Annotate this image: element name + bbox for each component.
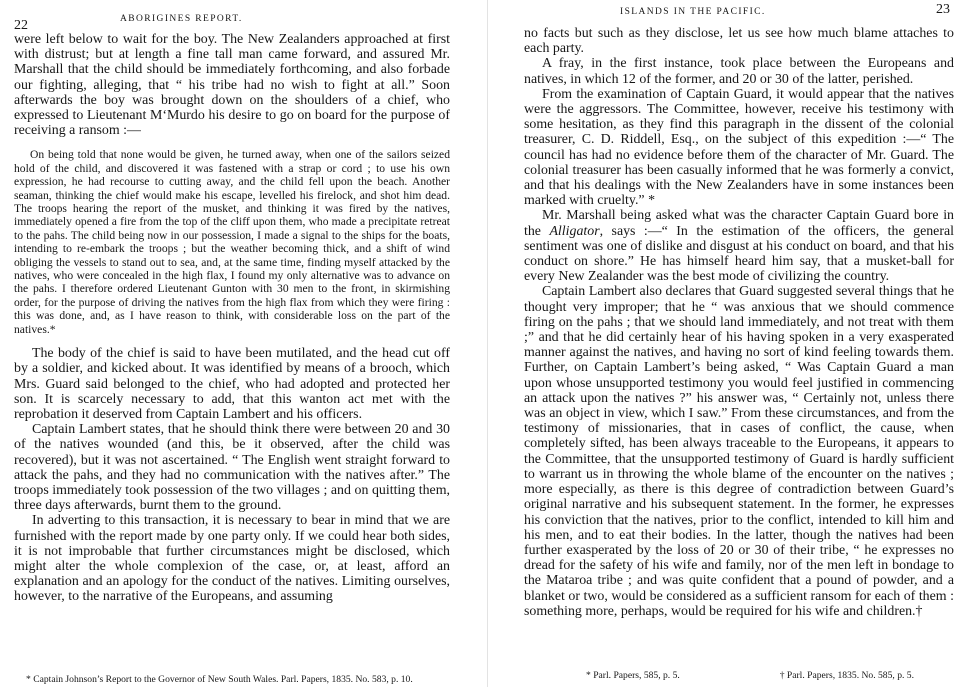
left-body bbox=[14, 32, 450, 605]
right-paragraph: From the examination of Captain Guard, it would appear that the natives were the aggressors. The Committee, however, receive his testimony with some hesitation, as they find this paragraph in the dissent of the colonial treasurer, C. D. Riddell, Esq., on the subject of this expedition :—“ The council has had no evidence before them of the character of Mr. Guard. The colonial treasurer has been casually informed that he was formerly a convict, and that his dealings with the New Zealanders have in some instances been marked with cruelty.” * bbox=[524, 86, 954, 209]
left-running-head bbox=[14, 0, 450, 33]
right-running-title: ISLANDS IN THE PACIFIC. bbox=[620, 7, 766, 17]
right-page bbox=[524, 0, 954, 687]
ship-name: Alligator bbox=[549, 223, 600, 239]
alligator-paragraph bbox=[524, 208, 954, 284]
left-page-number: 22 bbox=[14, 18, 28, 33]
right-running-head bbox=[524, 0, 954, 26]
left-footnote: * Captain Johnson’s Report to the Governor of New South Wales. Parl. Papers, 1835. No. 583, p. 10. bbox=[26, 673, 413, 685]
right-footnote: † Parl. Papers, 1835. No. 585, p. 5. bbox=[779, 669, 914, 681]
left-footnotes bbox=[14, 674, 450, 685]
alligator-text-after: , says :—“ In the estimation of the officers, the general sentiment was one of dislike and disgust at his conduct on board, and that his conduct on shore.” He has himself heard him say, that a musket-ball for every New Zealander was the best mode of civilizing the country. bbox=[524, 223, 954, 285]
right-paragraph: Captain Lambert also declares that Guard suggested several things that he thought very improper; that he “ was anxious that we should commence firing on the pahs ; that we should land immediately, and not treat with them ;” and that he did certainly hear of his having spoken in a very exasperated manner against the natives, and having no sort of kind feeling towards them. Further, on Captain Lambert’s being asked, “ Was Captain Guard a man upon whose unsupported testimony you would feel justified in commencing an attack upon the natives ?” his answer was, “ Certainly not, unless there was an object in view, which I saw.” From these circumstances, and from the testimony of missionaries, that in cases of conflict, the cause, when completely sifted, has been always traceable to the Europeans, it appears to the Committee, that the unsupported testimony of Guard is hardly sufficient to warrant us in throwing the whole blame of the encounter on the natives ; more especially, as there is this degree of contradiction between Guard’s original narrative and his subsequent statement. In the former, he expresses his conviction that the natives, prior to the conflict, intended to kill him and his men, and to eat their bodies. In the latter, though the natives had been further exasperated by the loss of 20 or 30 of their tribe, “ he expresses no dread for the safety of his wife and family, nor of the men left in bondage to the Mataroa tribe ; and was quite confident that a pound of powder, and a blanket or two, would be considered as a sufficient ransom for each of them : something more, perhaps, would be required for his wife and children.† bbox=[524, 284, 954, 619]
report-quote bbox=[14, 148, 450, 336]
report-quote-text: On being told that none would be given, he turned away, when one of the sailors seized hold of the child, and discovered it was fastened with a strap or cord ; to use his own expression, he had recourse to cutting away, and the child fell upon the beach. Another seaman, thinking the chief would make his escape, levelled his firelock, and shot him dead. The troops hearing the report of the musket, and thinking it was fired by the natives, immediately opened a fire from the top of the cliff upon them, who made a precipitate retreat to the pahs. The child being now in our possession, I made a signal to the ships for the boats, intending to re-embark the troops ; but the weather becoming thick, and a shift of wind obliging the vessels to stand out to sea, and, at the same time, finding myself attacked by the natives, who were concealed in the high flax, I found my only alternative was to advance on the pahs. I therefore ordered Lieutenant Gunton with 30 men to the front, in skirmishing order, for the purpose of driving the natives from the high flax from which they were firing : this was done, and, as I have reason to think, with considerable loss on the part of the natives.* bbox=[14, 148, 450, 336]
right-body bbox=[524, 26, 954, 619]
right-first-line: no facts but such as they disclose, let us see how much blame attaches to each party. bbox=[524, 26, 954, 57]
page-gutter bbox=[487, 0, 488, 687]
left-page bbox=[14, 0, 450, 687]
left-paragraph: Captain Lambert states, that he should think there were between 20 and 30 of the natives wounded (and this, be it observed, after the child was recovered), but it was not ascertained. “ The English went straight forward to attack the pahs, and they had no communication with the natives after.” The troops immediately took possession of the two villages ; and on quitting them, three days afterwards, burnt them to the ground. bbox=[14, 422, 450, 514]
left-paragraph: The body of the chief is said to have been mutilated, and the head cut off by a soldier, and kicked about. It was identified by means of a brooch, which Mrs. Guard said belonged to the chief, who had adopted and protected her son. It is scarcely necessary to add, that this wanton act met with the reprobation it deserved from Captain Lambert and his officers. bbox=[14, 346, 450, 422]
left-paragraph: In adverting to this transaction, it is necessary to bear in mind that we are furnished with the report made by one party only. If we could hear both sides, it is not improbable that further circumstances might be disclosed, which might alter the whole complexion of the case, or, at least, afford an explanation and an apology for the conduct of the natives. Limiting ourselves, however, to the narrative of the Europeans, and assuming bbox=[14, 513, 450, 605]
right-page-number: 23 bbox=[936, 2, 950, 17]
right-footnotes bbox=[524, 670, 954, 681]
left-intro-paragraph: were left below to wait for the boy. The New Zealanders approached at first with distrust; but at length a fine tall man came forward, and assured Mr. Marshall that the child should be immediately forthcoming, and also forbade our fighting, alleging, that “ his tribe had no wish to fight at all.” Soon afterwards the boy was brought down on the shoulders of a chief, who expressed to Lieutenant M‘Murdo his desire to go on board for the purpose of receiving a ransom :— bbox=[14, 32, 450, 139]
right-footnote: * Parl. Papers, 585, p. 5. bbox=[586, 669, 680, 681]
left-running-title: ABORIGINES REPORT. bbox=[120, 14, 243, 24]
right-paragraph: A fray, in the first instance, took place between the Europeans and natives, in which 12 of the former, and 20 or 30 of the latter, perished. bbox=[524, 56, 954, 87]
alligator-text-before: Mr. Marshall being asked what was the character Captain Guard bore in the bbox=[524, 208, 954, 239]
right-footnote-row bbox=[524, 670, 954, 681]
